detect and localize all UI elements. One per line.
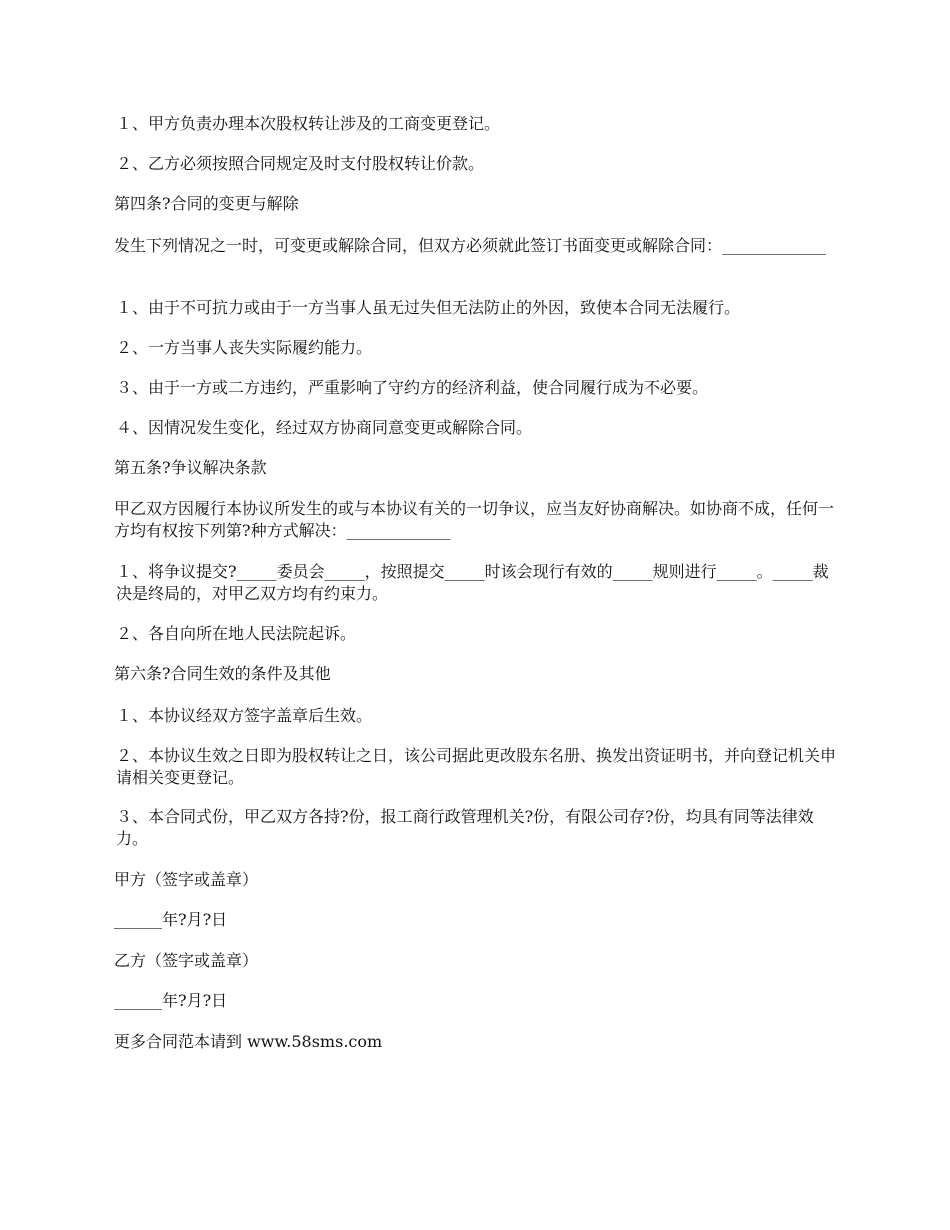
article-4-item-1: １、由于不可抗力或由于一方当事人虽无过失但无法防止的外因，致使本合同无法履行。 (116, 298, 741, 317)
clause-3-item-1: １、甲方负责办理本次股权转让涉及的工商变更登记。 (116, 114, 501, 133)
article-5-intro: 甲乙双方因履行本协议所发生的或与本协议有关的一切争议，应当友好协商解决。如协商不成，任何一方均有权按下列第?种方式解决：_____________ (114, 499, 835, 540)
article-6-heading: 第六条?合同生效的条件及其他 (114, 664, 331, 683)
article-6-item-2: ２、本协议生效之日即为股权转让之日，该公司据此更改股东名册、换发出资证明书，并向登记机关申请相关变更登记。 (116, 746, 837, 787)
party-a-signature: 甲方（签字或盖章） (114, 870, 259, 889)
article-5-item-1: １、将争议提交?_____委员会_____，按照提交_____时该会现行有效的_____规则进行_____。_____裁决是终局的，对甲乙双方均有约束力。 (116, 562, 829, 603)
article-4-item-3: ３、由于一方或二方违约，严重影响了守约方的经济利益，使合同履行成为不必要。 (116, 378, 709, 397)
article-5-heading: 第五条?争议解决条款 (114, 458, 267, 477)
article-4-heading: 第四条?合同的变更与解除 (114, 194, 299, 213)
article-4-item-4: ４、因情况发生变化，经过双方协商同意变更或解除合同。 (116, 418, 533, 437)
article-6-item-1: １、本协议经双方签字盖章后生效。 (116, 706, 373, 725)
article-4-item-2: ２、一方当事人丧失实际履约能力。 (116, 338, 373, 357)
party-a-date: ______年?月?日 (114, 910, 228, 929)
clause-3-item-2: ２、乙方必须按照合同规定及时支付股权转让价款。 (116, 154, 485, 173)
article-6-item-3: ３、本合同式份，甲乙双方各持?份，报工商行政管理机关?份，有限公司存?份，均具有同等法律效力。 (116, 807, 814, 848)
article-4-intro: 发生下列情况之一时，可变更或解除合同，但双方必须就此签订书面变更或解除合同：_____________ (114, 236, 827, 255)
article-5-item-2: ２、各自向所在地人民法院起诉。 (116, 624, 357, 643)
party-b-date: ______年?月?日 (114, 991, 228, 1010)
footer-note: 更多合同范本请到 www.58sms.com (114, 1032, 383, 1051)
party-b-signature: 乙方（签字或盖章） (114, 951, 259, 970)
